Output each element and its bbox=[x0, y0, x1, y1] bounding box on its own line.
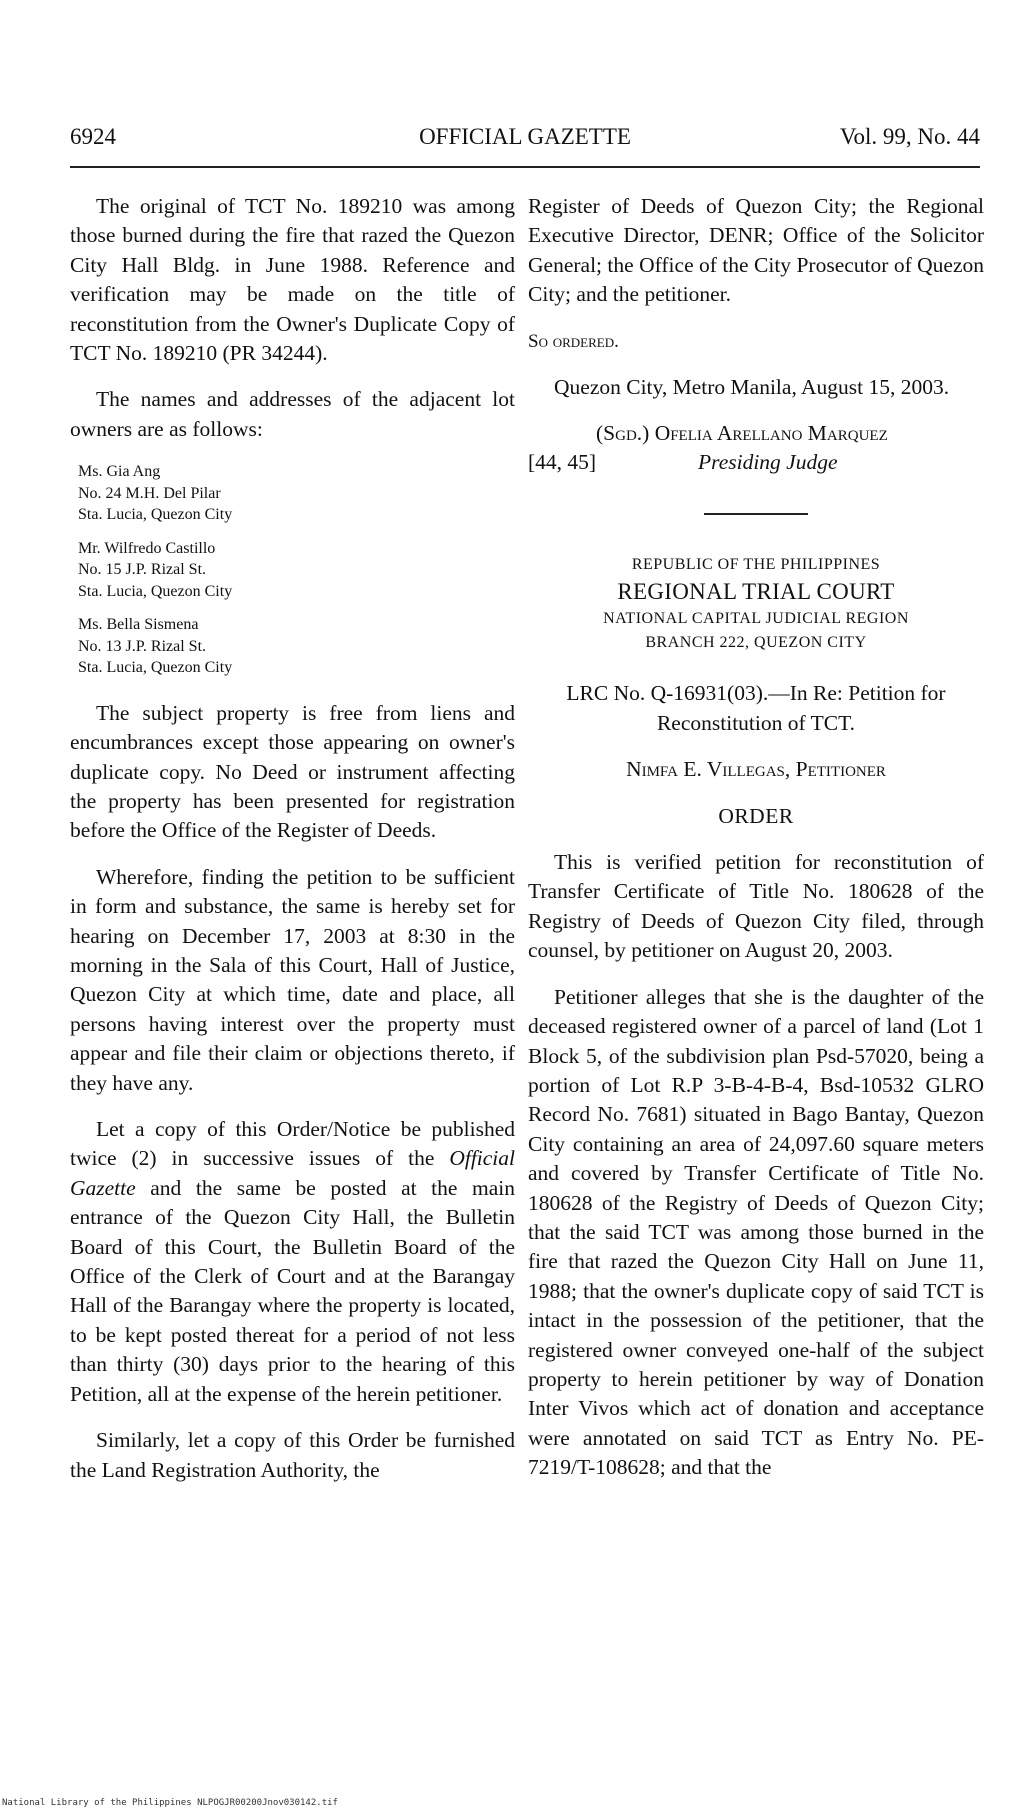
header-rule bbox=[70, 166, 980, 168]
volume-issue: Vol. 99, No. 44 bbox=[839, 124, 980, 149]
so-ordered: So ordered. bbox=[528, 330, 619, 352]
page-header bbox=[70, 124, 980, 164]
owner-street: No. 13 J.P. Rizal St. bbox=[78, 637, 207, 655]
paragraph-petitioner-alleges: Petitioner alleges that she is the daughter of the deceased registered owner of a parcel of land (Lot 1 Block 5, of the subdivision plan Psd-57020, being a portion of Lot R.P 3-B-4-B-4, Bsd-10532 GLRO Record No. 7681) situated in Bago Bantay, Quezon City containing an area of 24,097.60 square meters and covered by Transfer Certificate of Title No. 180628 of the Registry of Deeds of Quezon City; that the said TCT was among those burned in the fire that razed the Quezon City Hall on June 11, 1988; that the owner's duplicate copy of said TCT is intact in the possession of the petitioner, that the registered owner conveyed one-half of the subject property to herein petitioner by way of Donation Inter Vivos which act of donation and acceptance were annotated on said TCT as Entry No. PE-7219/T-108628; and that the bbox=[528, 984, 984, 1480]
section-divider bbox=[704, 513, 808, 515]
court-heading: REGIONAL TRIAL COURT bbox=[617, 579, 895, 605]
page-number: 6924 bbox=[70, 124, 116, 149]
paragraph-liens: The subject property is free from liens and encumbrances except those appearing on owner's duplicate copy. No Deed or instrument affecting the property has been presented for registration before the Office of the Register of Deeds. bbox=[70, 700, 515, 843]
owner-name: Ms. Bella Sismena bbox=[78, 616, 199, 634]
order-heading: ORDER bbox=[718, 803, 794, 828]
owner-address bbox=[70, 614, 515, 679]
paragraph-furnished: Register of Deeds of Quezon City; the Regional Executive Director, DENR; Office of the Solicitor General; the Office of the City Prosecutor of Quezon City; and the petitioner. bbox=[528, 194, 984, 307]
publication-text-a: Let a copy of this Order/Notice be published twice (2) in successive issues of the bbox=[70, 1117, 515, 1171]
branch-heading: BRANCH 222, QUEZON CITY bbox=[645, 634, 867, 652]
place-date: Quezon City, Metro Manila, August 15, 2003. bbox=[554, 375, 950, 400]
paragraph-verified-petition: This is verified petition for reconstitution of Transfer Certificate of Title No. 180628 of the Registry of Deeds of Quezon City filed, through counsel, by petitioner on August 20, 2003. bbox=[528, 850, 984, 963]
paragraph-similarly: Similarly, let a copy of this Order be furnished the Land Registration Authority, the bbox=[70, 1428, 515, 1482]
case-title: LRC No. Q-16931(03).—In Re: Petition for Reconstitution of TCT. bbox=[566, 681, 946, 735]
publication-title: OFFICIAL GAZETTE bbox=[419, 124, 631, 149]
signed-by: (Sgd.) Ofelia Arellano Marquez bbox=[596, 421, 888, 446]
owner-street: No. 15 J.P. Rizal St. bbox=[78, 561, 207, 579]
right-column bbox=[528, 192, 984, 1500]
signature-title-row bbox=[528, 448, 984, 477]
paragraph-adjacent-owners: The names and addresses of the adjacent lot owners are as follows: bbox=[70, 387, 515, 441]
paragraph-wherefore: Wherefore, finding the petition to be sufficient in form and substance, the same is hereby set for hearing on December 17, 2003 at 8:30 in the morning in the Sala of this Court, Hall of Justice, Quezon City at which time, date and place, all persons having interest over the property must appear and file their claim or objections thereto, if they have any. bbox=[70, 864, 515, 1095]
paragraph-publication bbox=[70, 1115, 515, 1409]
issue-reference: [44, 45] bbox=[528, 450, 597, 475]
owner-street: No. 24 M.H. Del Pilar bbox=[78, 484, 221, 502]
paragraph-original-tct: The original of TCT No. 189210 was among those burned during the fire that razed the Quezon City Hall Bldg. in June 1988. Reference and verification may be made on the title of reconstitution from the Owner's Duplicate Copy of TCT No. 189210 (PR 34244). bbox=[70, 194, 515, 366]
signature-line bbox=[528, 419, 984, 448]
owner-address bbox=[70, 538, 515, 603]
owner-name: Ms. Gia Ang bbox=[78, 463, 161, 481]
owner-city: Sta. Lucia, Quezon City bbox=[78, 659, 233, 677]
owner-city: Sta. Lucia, Quezon City bbox=[78, 582, 233, 600]
owner-name: Mr. Wilfredo Castillo bbox=[78, 539, 216, 557]
publication-text-b: and the same be posted at the main entrance of the Quezon City Hall, the Bulletin Board of this Court, the Bulletin Board of the Office of the Clerk of Court and at the Barangay Hall of the Barangay where the property is located, to be kept posted thereat for a period of not less than thirty (30) days prior to the hearing of this Petition, all at the expense of the herein petitioner. bbox=[70, 1175, 515, 1406]
owner-address bbox=[70, 461, 515, 526]
scan-source-note: National Library of the Philippines NLPOGJR00200Jnov030142.tif bbox=[2, 1798, 338, 1808]
petitioner-line: Nimfa E. Villegas, Petitioner bbox=[626, 757, 886, 782]
region-heading: NATIONAL CAPITAL JUDICIAL REGION bbox=[603, 610, 909, 628]
republic-heading: REPUBLIC OF THE PHILIPPINES bbox=[631, 556, 881, 574]
gazette-name: Official Gazette bbox=[70, 1146, 515, 1200]
signer-title: Presiding Judge bbox=[698, 450, 838, 475]
owner-city: Sta. Lucia, Quezon City bbox=[78, 506, 233, 524]
left-column bbox=[70, 192, 515, 1502]
